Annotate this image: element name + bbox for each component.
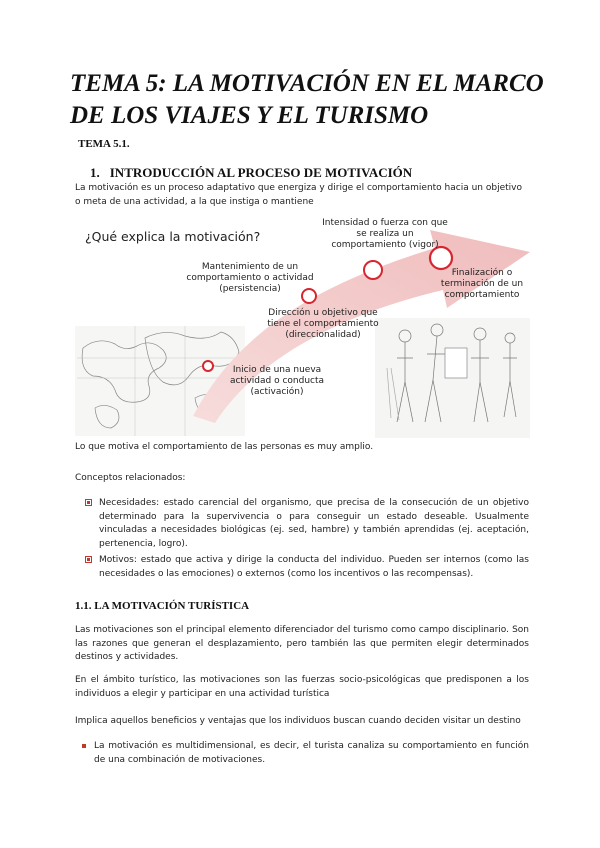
stage-label-2 [186, 262, 313, 294]
conceptos-label: Conceptos relacionados: [75, 473, 186, 483]
list-item [80, 740, 529, 767]
concept-term: Necesidades [99, 498, 157, 508]
stage-5-line3: comportamiento [444, 290, 520, 300]
amplio-paragraph: Lo que motiva el comportamiento de las personas es muy amplio. [75, 442, 374, 452]
stage-3-line1: Dirección u objetivo que [268, 308, 378, 318]
final-list [80, 740, 529, 770]
section-heading-1-1: 1.1. LA MOTIVACIÓN TURÍSTICA [75, 600, 250, 612]
section-number: 1. [90, 165, 100, 180]
paragraph-motivaciones: Las motivaciones son el principal elemento diferenciador del turismo como campo disciplinario. Son las razones que generan el desplazamiento, pero también las que permiten elegir determinados destinos y actividades. [75, 625, 529, 662]
stage-label-5 [441, 267, 523, 300]
stage-2-line3: (persistencia) [219, 284, 281, 294]
list-item [85, 497, 529, 551]
diagram-question: ¿Qué explica la motivación? [85, 229, 261, 244]
bullet-text: La motivación es multidimensional, es decir, el turista canaliza su comportamiento en función de una combinación de motivaciones. [94, 741, 529, 765]
square-bullet-icon [82, 744, 86, 748]
stage-5-line2: terminación de un [440, 279, 524, 289]
people-sketch [375, 318, 530, 438]
checkbox-bullet-icon [85, 556, 92, 563]
intro-paragraph: La motivación es un proceso adaptativo que energiza y dirige el comportamiento hacia un objetivo o meta de una actividad, a la que instiga o mantiene [75, 183, 522, 207]
stage-2-line1: Mantenimiento de un [201, 262, 299, 272]
concept-text: : estado carencial del organismo, que precisa de la consecución de un objetivo determinado para la supervivencia o para conseguir un estado deseable. Usualmente vinculadas a necesidades biológicas (ej. sed, hambre) y también aprendidas (ej. aceptación, pertenencia, logro). [99, 498, 529, 549]
stage-marker-3 [364, 261, 382, 279]
stage-3-line2: tiene el comportamiento [267, 319, 379, 329]
stage-3-line3: (direccionalidad) [285, 330, 361, 340]
paragraph-beneficios: Implica aquellos beneficios y ventajas que los individuos buscan cuando deciden visitar un destino [75, 716, 521, 726]
conceptos-list [85, 497, 529, 584]
page-title: TEMA 5: LA MOTIVACIÓN EN EL MARCO DE LOS VIAJES Y EL TURISMO [70, 70, 544, 129]
stage-4-line2: se realiza un [356, 229, 414, 239]
stage-1-line3: (activación) [250, 387, 304, 397]
concept-text: : estado que activa y dirige la conducta del individuo. Pueden ser internos (como las necesidades o las emociones) o externos (como los incentivos o las recompensas). [99, 555, 529, 579]
subtitle: TEMA 5.1. [78, 138, 130, 150]
stage-marker-1 [203, 361, 213, 371]
list-item [85, 554, 529, 581]
stage-marker-4 [430, 247, 452, 269]
concept-term: Motivos [99, 555, 134, 565]
stage-4-line1: Intensidad o fuerza con que [322, 218, 448, 228]
stage-2-line2: comportamiento o actividad [186, 273, 314, 283]
paragraph-ambito: En el ámbito turístico, las motivaciones son las fuerzas socio-psicológicas que predisponen a los individuos a elegir y participar en una actividad turística [75, 675, 529, 699]
stage-1-line1: Inicio de una nueva [232, 365, 322, 375]
stage-4-line3: comportamiento (vigor) [331, 240, 439, 250]
stage-5-line1: Finalización o [451, 268, 513, 278]
stage-marker-2 [302, 289, 316, 303]
checkbox-bullet-icon [85, 499, 92, 506]
section-heading-1 [90, 165, 412, 181]
motivation-diagram [75, 208, 530, 440]
section-title: INTRODUCCIÓN AL PROCESO DE MOTIVACIÓN [109, 165, 413, 180]
stage-1-line2: actividad o conducta [229, 376, 325, 386]
stage-label-4 [322, 218, 448, 250]
